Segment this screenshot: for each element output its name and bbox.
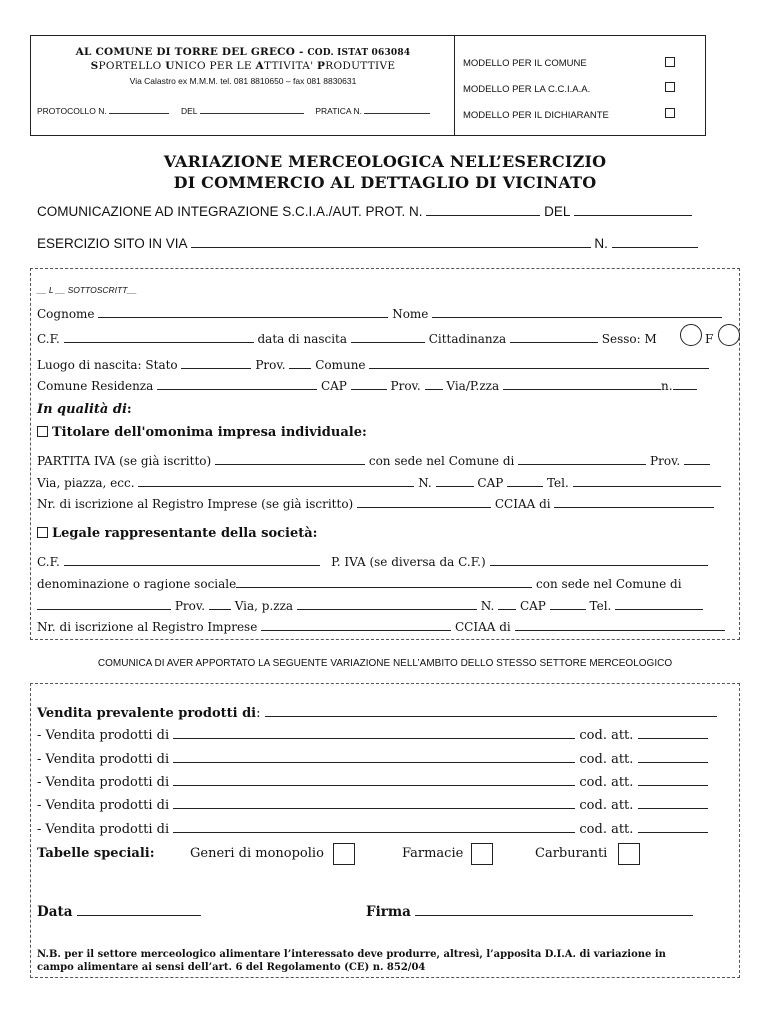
residenza-row	[37, 379, 697, 393]
cciaa-field[interactable]	[554, 497, 714, 508]
cod-att-field[interactable]	[638, 752, 708, 763]
n-field[interactable]	[673, 379, 697, 390]
modello-comune-checkbox[interactable]	[665, 57, 675, 67]
vendita-item-field[interactable]	[173, 728, 575, 739]
cognome-row	[37, 307, 722, 321]
con-sede-label: con sede nel Comune di	[368, 454, 515, 468]
nota-bene-line2: campo alimentare ai sensi dell’art. 6 del Regolamento (CE) n. 852/04	[37, 962, 426, 973]
modello-dichiarante-checkbox[interactable]	[665, 108, 675, 118]
prov-res-field[interactable]	[425, 379, 443, 390]
via-piazza-field[interactable]	[138, 476, 414, 487]
pratica-field[interactable]	[364, 104, 430, 114]
vendita-item-label: - Vendita prodotti di	[37, 752, 170, 767]
iscrizione-label: Nr. di iscrizione al Registro Imprese (se già iscritto)	[37, 497, 354, 511]
luogo-label: Luogo di nascita: Stato	[37, 358, 178, 372]
via-societa-field[interactable]	[297, 599, 477, 610]
comune-field[interactable]	[369, 358, 709, 369]
cod-att-field[interactable]	[638, 775, 708, 786]
protocollo-label: PROTOCOLLO N.	[37, 106, 107, 116]
farmacie-label: Farmacie	[402, 846, 464, 861]
con-sede-field[interactable]	[518, 454, 646, 465]
n-sede-field[interactable]	[436, 476, 474, 487]
cap-societa-label: CAP	[519, 599, 546, 613]
cod-att-label: cod. att.	[579, 822, 634, 837]
nota-bene-line1: N.B. per il settore merceologico alimentare l’interessato deve produrre, altresì, l’apposita D.I.A. di variazione in	[37, 949, 666, 960]
vendita-prevalente-row: Vendita prevalente prodotti di:	[37, 705, 717, 721]
tabelle-speciali-label: Tabelle speciali:	[37, 846, 155, 861]
vendita-row	[37, 798, 708, 813]
vendita-row	[37, 822, 708, 837]
in-qualita-label: In qualità di:	[37, 402, 132, 417]
comunica-heading: COMUNICA DI AVER APPORTATO LA SEGUENTE VARIAZIONE NELL’AMBITO DELLO STESSO SETTORE MERCEOLOGICO	[97, 658, 673, 669]
titolare-option[interactable]	[37, 425, 367, 440]
monopolio-label: Generi di monopolio	[190, 846, 324, 861]
cod-att-label: cod. att.	[579, 775, 634, 790]
prov-label: Prov.	[255, 358, 286, 372]
luogo-row	[37, 358, 709, 372]
comunicazione-row	[37, 204, 692, 219]
header-left	[31, 36, 455, 135]
titolare-label: Titolare dell'omonima impresa individuale:	[52, 425, 367, 440]
data-label: Data	[37, 904, 73, 920]
via-label: Via/P.zza	[446, 379, 500, 393]
cf-label: C.F.	[37, 332, 60, 346]
iscrizione-field[interactable]	[357, 497, 491, 508]
vendita-item-field[interactable]	[173, 775, 575, 786]
vendita-prevalente-label: Vendita prevalente prodotti di	[37, 706, 257, 721]
cap-field[interactable]	[351, 379, 387, 390]
nome-label: Nome	[392, 307, 429, 321]
header-box	[30, 35, 706, 136]
sottoscritto-label: __ L __ SOTTOSCRITT__	[37, 285, 137, 295]
cf-row	[37, 332, 657, 346]
vendita-item-field[interactable]	[173, 752, 575, 763]
tel-field[interactable]	[573, 476, 721, 487]
protocol-row	[37, 104, 430, 116]
vendita-row	[37, 752, 708, 767]
vendita-item-field[interactable]	[173, 822, 575, 833]
legale-label: Legale rappresentante della società:	[52, 526, 318, 541]
intro-del-label: DEL	[544, 204, 570, 219]
cf-societa-field[interactable]	[64, 555, 320, 566]
vendita-item-label: - Vendita prodotti di	[37, 798, 170, 813]
n-label: n.	[660, 379, 673, 393]
cciaa-societa-field[interactable]	[515, 620, 725, 631]
stato-field[interactable]	[181, 358, 251, 369]
modello-dichiarante-label: MODELLO PER IL DICHIARANTE	[463, 110, 609, 121]
iscrizione-societa-label: Nr. di iscrizione al Registro Imprese	[37, 620, 258, 634]
via-piazza-row	[37, 476, 721, 490]
cf-societa-row	[37, 555, 708, 569]
firma-label: Firma	[366, 904, 411, 920]
sesso-f-label: F	[705, 332, 714, 346]
sede-societa-row	[37, 599, 703, 613]
firma-row	[366, 904, 693, 920]
modello-comune-label: MODELLO PER IL COMUNE	[463, 58, 587, 69]
carburanti-checkbox[interactable]	[618, 843, 640, 865]
via-field[interactable]	[503, 379, 661, 390]
sesso-m-radio[interactable]	[680, 324, 702, 346]
farmacie-checkbox[interactable]	[471, 843, 493, 865]
firma-field[interactable]	[415, 904, 693, 916]
cf-field[interactable]	[64, 332, 254, 343]
comune-sede-societa-field[interactable]	[37, 599, 171, 610]
denominazione-label: denominazione o ragione sociale	[37, 577, 237, 591]
nota-bene	[37, 948, 666, 974]
piva-label: P. IVA (se diversa da C.F.)	[331, 555, 486, 569]
cf-societa-label: C.F.	[37, 555, 60, 569]
pratica-label: PRATICA N.	[315, 106, 362, 116]
data-field[interactable]	[77, 904, 201, 916]
del-label: DEL	[180, 106, 198, 116]
header-title: AL COMUNE DI TORRE DEL GRECO - COD. ISTAT 063084	[75, 46, 411, 58]
cognome-field[interactable]	[98, 307, 388, 318]
cod-att-field[interactable]	[638, 822, 708, 833]
cognome-label: Cognome	[37, 307, 95, 321]
data-nascita-field[interactable]	[351, 332, 425, 343]
protocollo-field[interactable]	[109, 104, 169, 114]
sesso-f-radio[interactable]	[718, 324, 740, 346]
vendita-item-field[interactable]	[173, 798, 575, 809]
n-societa-field[interactable]	[498, 599, 516, 610]
intro-del-field[interactable]	[574, 204, 692, 216]
con-sede-societa-label: con sede nel Comune di	[536, 577, 682, 591]
comune-residenza-field[interactable]	[157, 379, 317, 390]
cod-att-label: cod. att.	[579, 752, 634, 767]
esercizio-row	[37, 236, 698, 251]
esercizio-label: ESERCIZIO SITO IN VIA	[37, 236, 187, 251]
modello-cciaa-checkbox[interactable]	[665, 82, 675, 92]
iscrizione-societa-row	[37, 620, 725, 634]
esercizio-n-label: N.	[594, 236, 608, 251]
page-title-line1: VARIAZIONE MERCEOLOGICA NELL’ESERCIZIO	[163, 152, 607, 171]
comunicazione-label: COMUNICAZIONE AD INTEGRAZIONE S.C.I.A./AUT. PROT. N.	[37, 204, 423, 219]
vendita-item-label: - Vendita prodotti di	[37, 775, 170, 790]
cod-att-label: cod. att.	[579, 728, 634, 743]
prov-res-label: Prov.	[390, 379, 421, 393]
tel-societa-label: Tel.	[589, 599, 612, 613]
cap-sede-field[interactable]	[507, 476, 543, 487]
cap-label: CAP	[320, 379, 347, 393]
cap-societa-field[interactable]	[550, 599, 586, 610]
comune-label: Comune	[315, 358, 366, 372]
cap-sede-label: CAP	[477, 476, 504, 490]
sportello-title: SPORTELLO UNICO PER LE ATTIVITA' PRODUTTIVE	[90, 60, 396, 72]
cittadinanza-label: Cittadinanza	[428, 332, 507, 346]
vendita-item-label: - Vendita prodotti di	[37, 728, 170, 743]
header-address: Via Calastro ex M.M.M. tel. 081 8810650 – fax 081 8830631	[129, 76, 357, 86]
titolare-checkbox[interactable]	[37, 426, 48, 437]
piva-field[interactable]	[490, 555, 708, 566]
prov-field[interactable]	[289, 358, 311, 369]
monopolio-checkbox[interactable]	[333, 843, 355, 865]
prot-number-field[interactable]	[426, 204, 540, 216]
carburanti-label: Carburanti	[535, 846, 608, 861]
cittadinanza-field[interactable]	[510, 332, 598, 343]
n-sede-label: N.	[418, 476, 432, 490]
denominazione-field[interactable]	[236, 577, 532, 588]
via-piazza-label: Via, piazza, ecc.	[37, 476, 135, 490]
partita-iva-label: PARTITA IVA (se già iscritto)	[37, 454, 212, 468]
tel-societa-field[interactable]	[615, 599, 703, 610]
partita-iva-row	[37, 454, 710, 468]
cciaa-label: CCIAA di	[494, 497, 551, 511]
data-nascita-label: data di nascita	[257, 332, 348, 346]
cod-att-field[interactable]	[638, 728, 708, 739]
iscrizione-societa-field[interactable]	[261, 620, 451, 631]
comune-title: AL COMUNE DI TORRE DEL GRECO	[75, 46, 296, 58]
via-societa-label: Via, p.zza	[234, 599, 294, 613]
esercizio-via-field[interactable]	[191, 236, 591, 248]
legale-option[interactable]	[37, 526, 317, 541]
modello-cciaa-label: MODELLO PER LA C.C.I.A.A.	[463, 84, 591, 95]
nome-field[interactable]	[432, 307, 722, 318]
vendita-row	[37, 728, 708, 743]
partita-iva-field[interactable]	[215, 454, 365, 465]
vendita-row	[37, 775, 708, 790]
iscrizione-row	[37, 497, 714, 511]
del-field[interactable]	[200, 104, 304, 114]
sesso-label: Sesso: M	[601, 332, 657, 346]
legale-checkbox[interactable]	[37, 527, 48, 538]
cciaa-societa-label: CCIAA di	[454, 620, 511, 634]
page-title-line2: DI COMMERCIO AL DETTAGLIO DI VICINATO	[173, 173, 597, 192]
n-societa-label: N.	[480, 599, 495, 613]
comune-residenza-label: Comune Residenza	[37, 379, 154, 393]
tel-label: Tel.	[546, 476, 569, 490]
cod-istat: COD. ISTAT 063084	[307, 48, 411, 58]
esercizio-n-field[interactable]	[612, 236, 698, 248]
prov-sede-field[interactable]	[684, 454, 710, 465]
denominazione-row	[37, 577, 682, 591]
cod-att-label: cod. att.	[579, 798, 634, 813]
data-row	[37, 904, 201, 920]
vendita-prevalente-field[interactable]	[265, 705, 717, 717]
cod-att-field[interactable]	[638, 798, 708, 809]
prov-societa-label: Prov.	[174, 599, 206, 613]
prov-sede-label: Prov.	[650, 454, 681, 468]
header-right	[455, 36, 705, 135]
prov-societa-field[interactable]	[209, 599, 231, 610]
vendita-item-label: - Vendita prodotti di	[37, 822, 170, 837]
